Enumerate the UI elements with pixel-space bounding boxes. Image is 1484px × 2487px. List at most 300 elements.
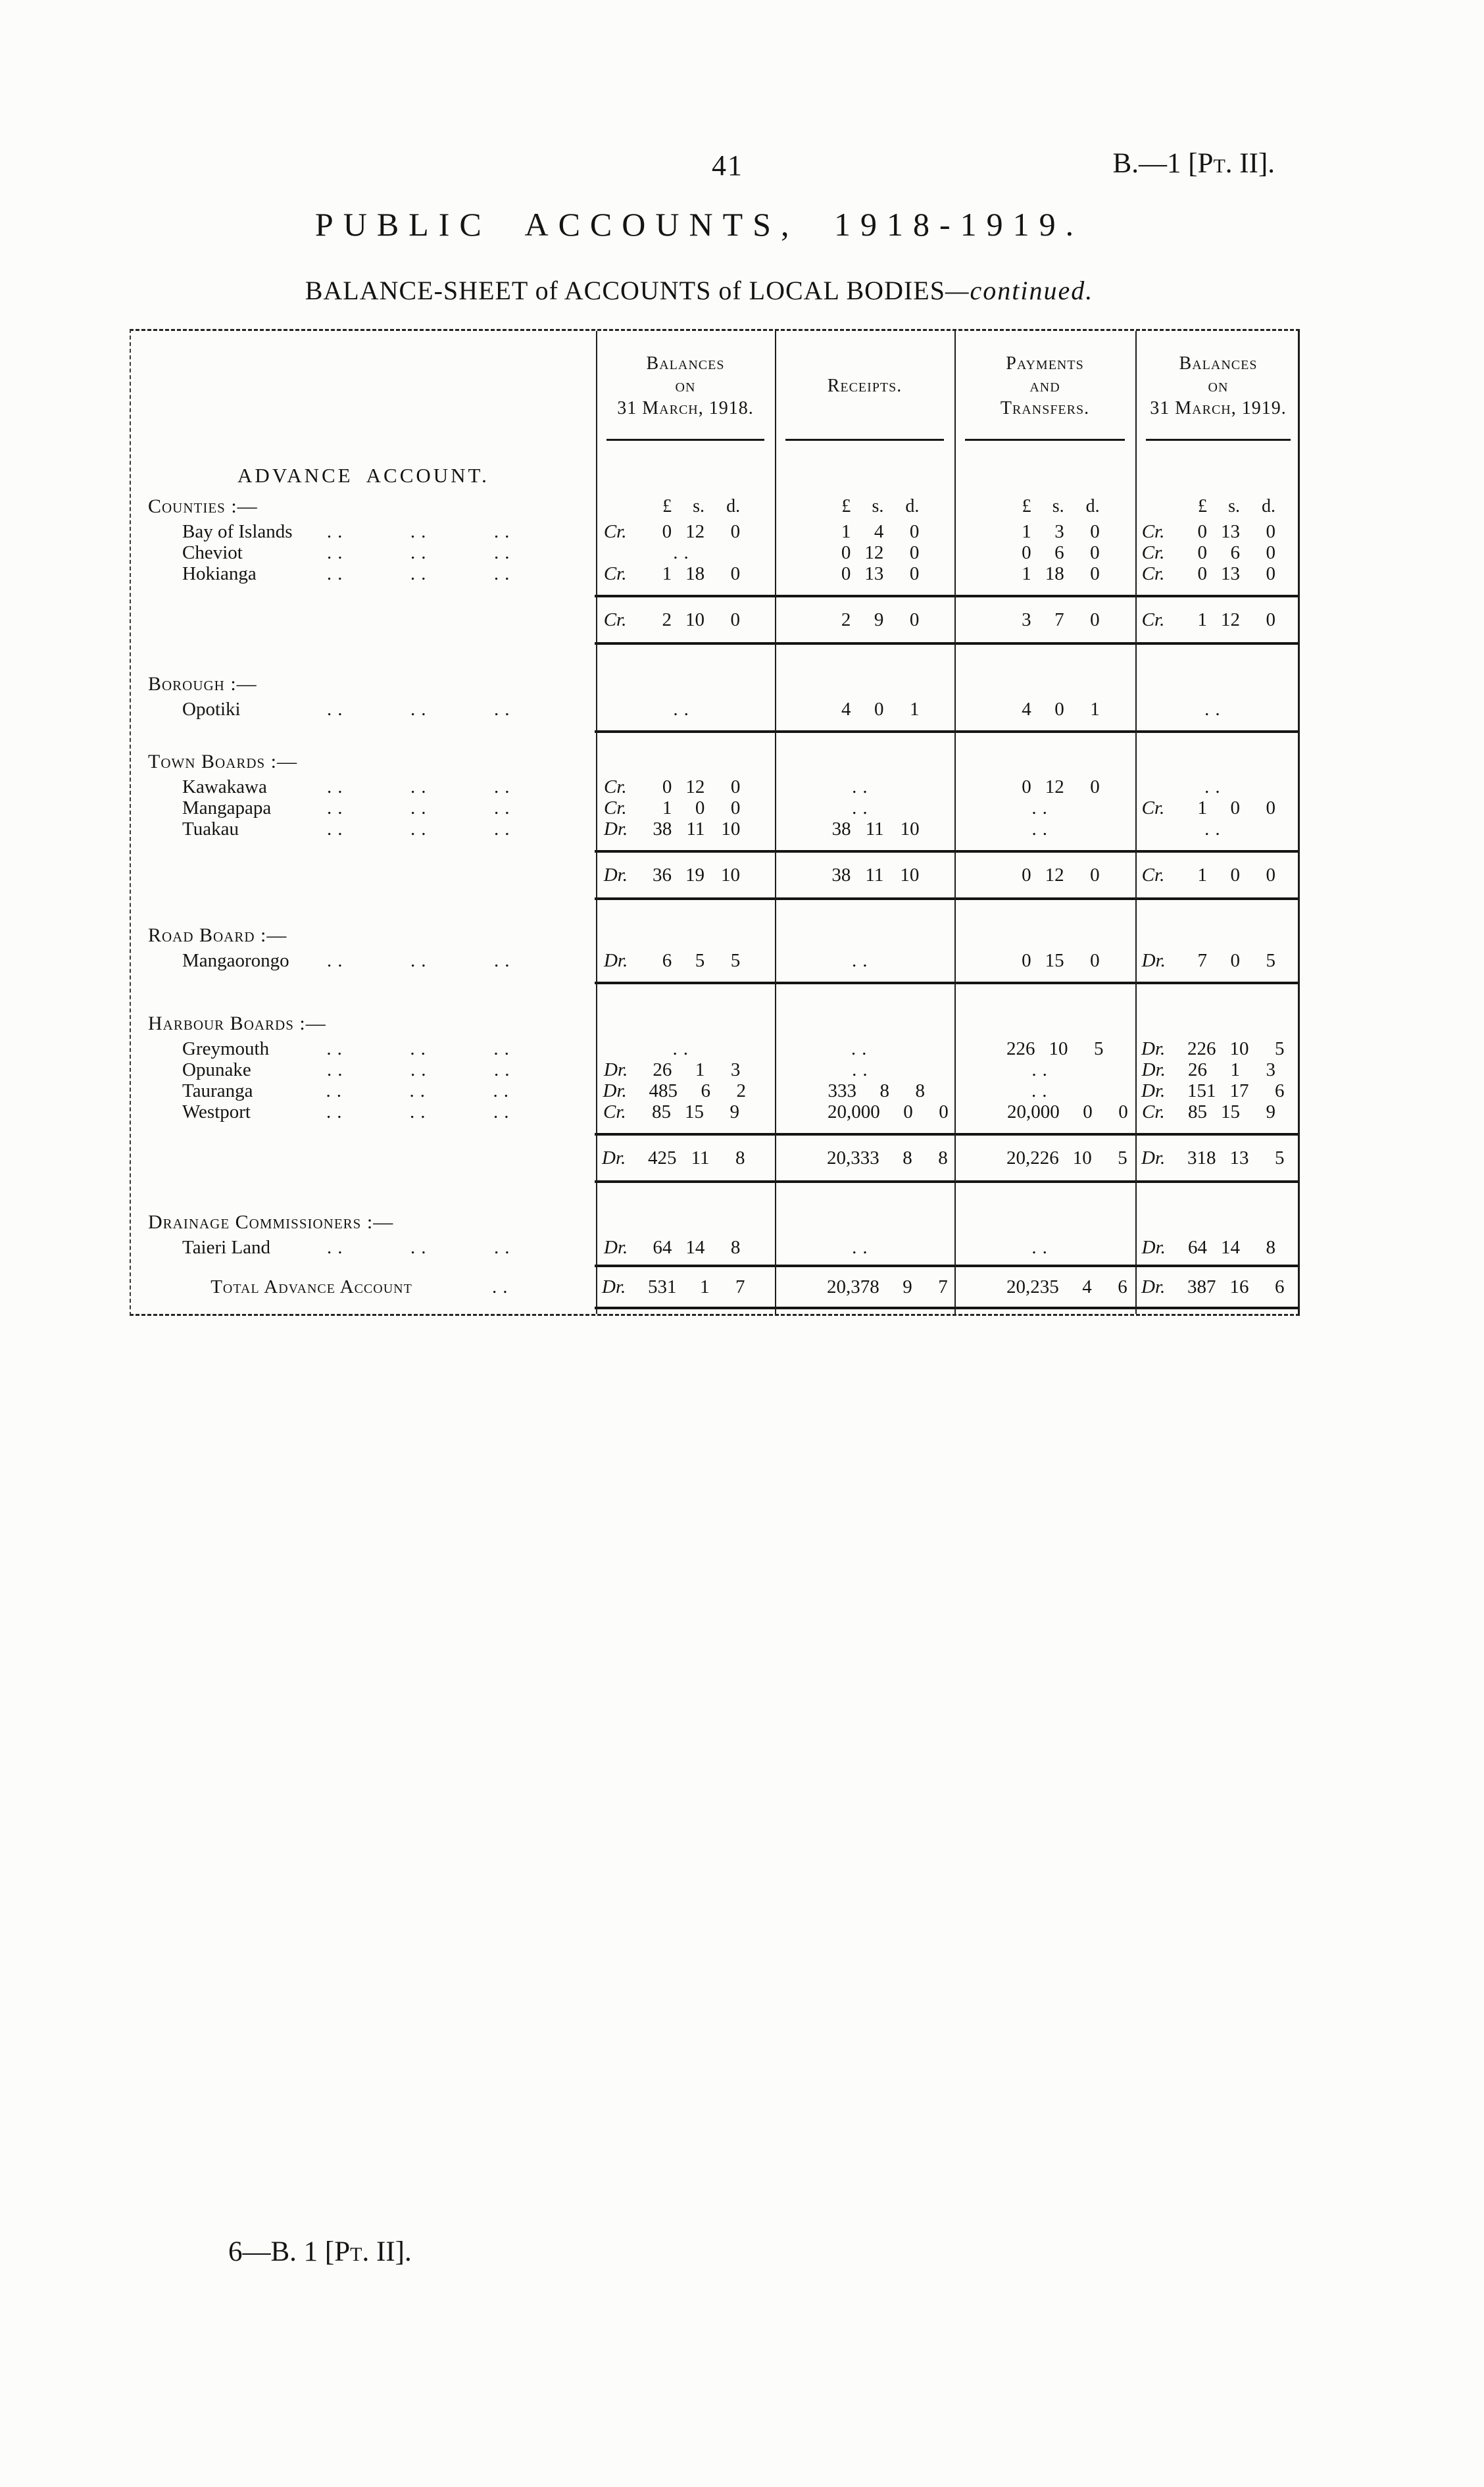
pounds-unit: £ [1198,496,1207,516]
section-label-cell [131,1009,595,1038]
pounds-unit: £ [1022,496,1031,516]
entry-row [131,1237,1298,1258]
rule-segment [952,1265,1132,1267]
empty-dots: .. [1031,818,1053,840]
section-label: Drainage Commissioners :— [148,1211,394,1233]
amount-cell [595,563,773,584]
section-row [131,670,1298,699]
pounds-unit: £ [662,496,672,516]
amount-cell [773,797,952,818]
rule-bar [603,1307,765,1309]
section-gap [131,1193,1298,1208]
shillings-value: 11 [691,1147,710,1168]
pounds-value: 64 [1188,1237,1207,1258]
rule-segment [952,897,1132,900]
dr-cr-prefix: Cr. [604,797,627,818]
empty-dots: .. [851,1038,873,1059]
rule-bar [603,1265,765,1267]
pence-unit: d. [726,496,741,516]
column-header-line: Balances [1179,353,1258,374]
empty-dots: .. [1031,797,1053,818]
empty-cell [1133,921,1298,950]
pounds-value: 1 [662,797,672,818]
section-rule-row [131,1170,1298,1193]
pence-value: 0 [1266,542,1275,563]
rule-bar [603,595,765,597]
pounds-value: 7 [1197,950,1207,971]
shillings-unit: s. [1228,496,1240,516]
entry-label-cell [131,1038,594,1059]
leader-dots: .. [327,1059,349,1080]
pence-value: 0 [909,542,920,563]
amount-cell [1133,950,1298,971]
pence-value: 8 [938,1147,948,1168]
rule-bar [781,730,944,733]
shillings-value: 12 [1045,865,1064,886]
amount-cell [952,1237,1133,1258]
pence-value: 6 [1275,1276,1285,1297]
rule-segment [952,595,1132,597]
entry-label-cell [131,950,595,971]
rule-bar [960,850,1124,853]
pence-unit: d. [1262,496,1275,516]
shillings-value: 14 [1221,1237,1240,1258]
dr-cr-prefix: Cr. [603,563,627,584]
pence-value: 5 [1094,1038,1104,1059]
leader-dots: .. [494,1237,516,1258]
rule-segment [595,595,773,597]
rule-bar [1141,642,1290,645]
leader-dots: .. [494,797,516,818]
leader-dots: .. [493,563,516,584]
leader-dots: .. [410,950,432,971]
amount-cell [1133,563,1298,584]
pounds-value: 36 [653,865,672,886]
entry-label: Bay of Islands [182,521,293,542]
entry-label: Tauranga [182,1080,253,1101]
amount-cell [594,1038,772,1059]
pence-unit: d. [1085,496,1100,516]
amount-cell [773,1059,952,1080]
entry-label-cell [131,797,595,818]
amount-cell [773,699,952,720]
pounds-value: 4 [1022,699,1031,720]
shillings-value: 15 [1045,950,1064,971]
leader-dots: .. [326,950,349,971]
shillings-value: 8 [879,1080,890,1101]
leader-dots: .. [326,521,349,542]
rule-bar [603,730,765,733]
dr-cr-prefix: Cr. [1141,609,1165,630]
section-gap [131,911,1298,921]
entry-label-cell [131,563,595,584]
shillings-value: 6 [1230,542,1240,563]
amount-cell [1133,1237,1298,1258]
pounds-unit: £ [841,496,851,516]
shillings-value: 0 [1083,1101,1093,1122]
entry-row [131,542,1298,563]
entry-label-cell [131,1080,594,1101]
entry-row [131,563,1298,584]
rule-bar [781,982,944,984]
amount-cell [1132,1146,1298,1170]
column-header-line: 31 March, 1918. [617,397,754,418]
dr-cr-prefix: Dr. [602,1147,626,1168]
amount-cell [952,542,1132,563]
leader-dots: .. [327,797,349,818]
leader-dots: .. [327,1237,349,1258]
section-rule-row [131,1258,1298,1274]
pounds-value: 64 [653,1237,672,1258]
rule-segment [952,730,1132,733]
rule-bar [781,1180,944,1183]
rule-segment [1133,730,1298,733]
shillings-value: 0 [1230,797,1240,818]
column-divider [954,331,956,1314]
pounds-value: 1 [1197,609,1208,630]
pounds-value: 4 [841,699,851,720]
leader-dots: .. [494,699,516,720]
leader-dots: .. [326,1101,348,1122]
pence-value: 8 [1266,1237,1275,1258]
amount-cell [951,1038,1132,1059]
group-total-row [131,608,1298,632]
entry-label: Mangapapa [182,797,272,818]
pence-value: 5 [1275,1147,1285,1168]
empty-cell [952,670,1132,699]
pence-value: 0 [909,521,920,542]
amount-cell [595,818,773,840]
entry-row [131,776,1298,797]
grand-total-row [131,1274,1298,1300]
leader-dots: .. [327,776,349,797]
amount-cell [595,950,773,971]
amount-cell [772,1101,952,1122]
pence-value: 5 [1275,1038,1285,1059]
leader-dots: .. [410,818,432,840]
amount-cell [1133,521,1298,542]
empty-dots: .. [1031,1059,1053,1080]
shillings-unit: s. [872,496,884,516]
amount-cell [1133,1059,1298,1080]
section-rule-row [131,1122,1298,1146]
currency-units-cell [952,492,1132,521]
amount-cell [773,521,952,542]
column-header-line: on [675,375,696,396]
section-row [131,1208,1298,1237]
pounds-value: 6 [662,950,672,971]
pence-value: 0 [939,1101,949,1122]
entry-label: Westport [182,1101,251,1122]
empty-dots: .. [672,1038,694,1059]
shillings-value: 11 [686,818,705,840]
pence-value: 0 [1118,1101,1128,1122]
rule-segment [773,730,952,733]
pence-value: 2 [736,1080,747,1101]
empty-dots: .. [673,542,695,563]
amount-cell [595,542,773,563]
empty-dots: .. [1031,1237,1053,1258]
currency-units-cell [1133,492,1298,521]
pence-value: 10 [900,818,920,840]
amount-cell [1133,542,1298,563]
empty-cell [1133,1208,1298,1237]
section-label-cell [131,670,595,699]
rule-segment [773,642,952,645]
entry-label: Greymouth [182,1038,270,1059]
shillings-value: 15 [1221,1101,1240,1122]
amount-cell [772,1146,951,1170]
rule-segment [952,982,1132,984]
rule-segment [595,730,773,733]
shillings-value: 1 [1230,1059,1240,1080]
pence-value: 3 [1266,1059,1275,1080]
shillings-value: 4 [874,521,884,542]
rule-segment [952,850,1132,853]
pence-value: 8 [915,1080,926,1101]
page-number: 41 [712,149,743,182]
dr-cr-prefix: Dr. [604,1237,628,1258]
shillings-value: 16 [1229,1276,1249,1297]
empty-label-cell [131,863,595,887]
shillings-value: 1 [700,1276,710,1297]
empty-dots: .. [852,950,874,971]
pence-unit: d. [905,496,920,516]
dr-cr-prefix: Cr. [1141,563,1165,584]
pounds-value: 20,000 [827,1101,880,1122]
empty-cell [773,921,952,950]
amount-cell [1133,608,1298,632]
page-title: PUBLIC ACCOUNTS, 1918-1919. [314,206,1084,243]
leader-dots: .. [326,542,349,563]
empty-cell [595,747,773,776]
shillings-value: 10 [1229,1038,1249,1059]
dr-cr-prefix: Dr. [1141,1080,1166,1101]
entry-label-cell [131,1059,595,1080]
amount-cell [952,776,1132,797]
group-total-row [131,1146,1298,1170]
pence-value: 0 [730,521,741,542]
rule-bar [1141,730,1290,733]
pence-value: 0 [730,776,741,797]
pounds-value: 26 [1188,1059,1207,1080]
pounds-value: 1 [1022,521,1031,542]
dr-cr-prefix: Dr. [1141,1038,1166,1059]
leader-dots: .. [494,1059,516,1080]
pence-value: 1 [1090,699,1100,720]
entry-label-cell [131,818,595,840]
pence-value: 0 [1090,609,1100,630]
pence-value: 0 [1266,865,1276,886]
shillings-value: 13 [1220,563,1240,584]
shillings-value: 11 [865,865,884,886]
entry-row [131,818,1298,840]
pence-value: 9 [1266,1101,1275,1122]
entry-label: Kawakawa [182,776,267,797]
shillings-value: 17 [1229,1080,1249,1101]
amount-cell [951,1146,1132,1170]
shillings-value: 6 [1054,542,1064,563]
dr-cr-prefix: Dr. [1141,1276,1166,1297]
shillings-value: 8 [903,1147,912,1168]
shillings-value: 12 [1045,776,1064,797]
entry-label: Cheviot [182,542,243,563]
amount-cell [1133,776,1298,797]
empty-cell [952,921,1132,950]
dr-cr-prefix: Cr. [1141,1101,1165,1122]
shillings-value: 13 [864,563,884,584]
amount-cell [952,818,1133,840]
group-total-row [131,863,1298,887]
pence-value: 1 [909,699,920,720]
rule-bar [781,1307,944,1309]
shillings-value: 12 [864,542,884,563]
rule-bar [781,850,944,853]
leader-dots: .. [410,699,432,720]
rule-bar [1141,982,1290,984]
shillings-value: 14 [685,1237,705,1258]
amount-cell [952,1059,1133,1080]
amount-cell [952,521,1132,542]
rule-segment [1133,982,1298,984]
empty-cell [773,1208,952,1237]
leader-dots: .. [493,521,516,542]
section-rule-row [131,840,1298,863]
rule-segment [595,897,773,900]
pounds-value: 226 [1006,1038,1035,1059]
amount-cell [773,950,952,971]
rule-segment [1133,850,1298,853]
entry-label-cell [131,776,595,797]
pounds-value: 20,378 [827,1276,879,1297]
leader-dots: .. [326,563,349,584]
pounds-value: 3 [1022,609,1031,630]
pence-value: 0 [1266,521,1275,542]
shillings-value: 1 [695,1059,705,1080]
dr-cr-prefix: Cr. [1141,865,1165,886]
rule-segment [595,1307,773,1309]
pounds-value: 0 [662,776,672,797]
dr-cr-prefix: Cr. [1141,797,1165,818]
balance-sheet-table [130,329,1300,1316]
amount-cell [773,818,952,840]
entry-row [131,1038,1298,1059]
column-header [775,331,954,441]
pounds-value: 0 [1022,950,1031,971]
section-row [131,492,1298,521]
pounds-value: 38 [653,818,672,840]
empty-label-cell [131,1146,593,1170]
account-heading-text: ADVANCE ACCOUNT. [237,464,489,487]
amount-cell [595,1059,773,1080]
section-gap [131,995,1298,1009]
rule-bar [1141,595,1290,597]
shillings-value: 9 [874,609,884,630]
section-label: Road Board :— [148,924,287,946]
rule-segment [773,595,952,597]
pence-value: 0 [1090,542,1100,563]
empty-dots: .. [852,1237,874,1258]
rule-segment [952,1133,1132,1136]
shillings-value: 7 [1054,609,1064,630]
shillings-value: 12 [1221,609,1241,630]
amount-cell [772,1274,951,1300]
rule-segment [1133,642,1298,645]
shillings-value: 9 [903,1276,912,1297]
dr-cr-prefix: Dr. [603,865,628,886]
amount-cell [1133,699,1298,720]
column-header-line: Transfers. [1000,397,1090,418]
shillings-value: 12 [685,776,705,797]
dr-cr-prefix: Cr. [603,521,627,542]
header-underline [606,439,764,441]
section-rule-row [131,887,1298,911]
rule-segment [595,642,773,645]
rule-bar [960,1307,1124,1309]
rule-bar [960,982,1124,984]
entry-label: Hokianga [182,563,257,584]
amount-cell [952,863,1132,887]
rule-bar [960,595,1124,597]
shillings-value: 3 [1054,521,1064,542]
empty-cell [1133,1009,1298,1038]
pounds-value: 26 [653,1059,672,1080]
amount-cell [1133,1101,1298,1122]
pence-value: 0 [1090,521,1100,542]
header-underline [785,439,944,441]
rule-bar [603,982,765,984]
amount-cell [595,521,773,542]
pounds-value: 151 [1187,1080,1216,1101]
rule-bar [1141,1265,1290,1267]
grand-total-label: Total Advance Account [210,1276,412,1297]
amount-cell [952,699,1132,720]
rule-bar [1141,897,1290,900]
shillings-value: 11 [865,818,884,840]
rule-segment [1133,897,1298,900]
leader-dots: .. [494,818,516,840]
shillings-value: 0 [695,797,705,818]
leader-dots: .. [492,1276,514,1297]
shillings-value: 10 [1049,1038,1068,1059]
pence-value: 10 [900,865,920,886]
leader-dots: .. [410,542,432,563]
pence-value: 5 [1266,950,1275,971]
section-gap [131,655,1298,670]
rule-segment [773,897,952,900]
pounds-value: 531 [648,1276,677,1297]
entry-row [131,950,1298,971]
amount-cell [773,1237,952,1258]
leader-dots: .. [493,1080,515,1101]
shillings-value: 10 [685,609,705,630]
rule-segment [1133,1133,1298,1136]
empty-cell [595,921,773,950]
dr-cr-prefix: Cr. [603,609,627,630]
leader-dots: .. [410,797,432,818]
pence-value: 9 [730,1101,739,1122]
empty-cell [595,1009,773,1038]
column-divider [596,331,597,1314]
rule-bar [960,730,1124,733]
empty-cell [773,670,952,699]
pence-value: 6 [1275,1080,1285,1101]
rule-bar [1141,1180,1290,1183]
amount-cell [773,1080,952,1101]
pounds-value: 1 [841,521,851,542]
empty-dots: .. [852,1059,874,1080]
amount-cell [593,1274,772,1300]
